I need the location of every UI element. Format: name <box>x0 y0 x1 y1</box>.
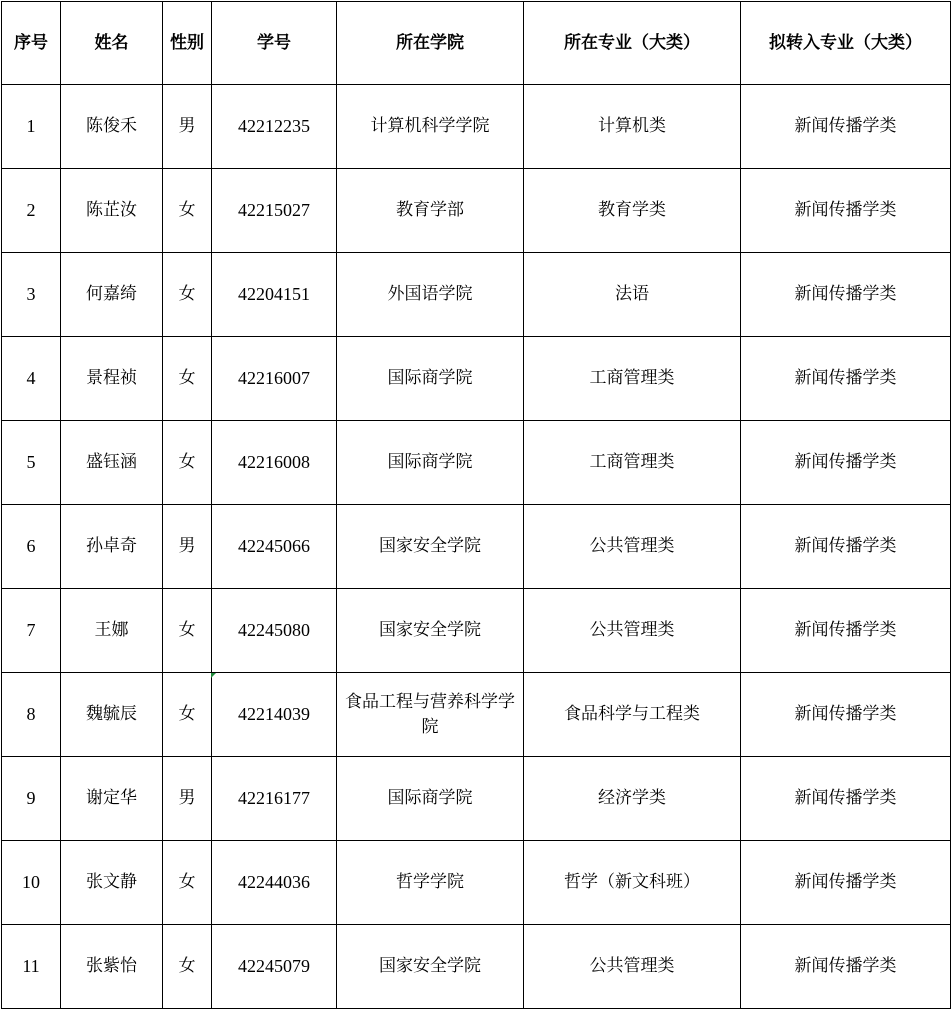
table-row <box>2 169 951 253</box>
cell-target-major: 新闻传播学类 <box>741 169 951 253</box>
header-index: 序号 <box>2 2 61 85</box>
cell-index: 4 <box>2 337 61 421</box>
transfer-student-table <box>1 1 951 1009</box>
cell-major: 法语 <box>524 253 741 337</box>
cell-major: 食品科学与工程类 <box>524 673 741 757</box>
cell-name: 魏毓辰 <box>61 673 163 757</box>
cell-student-id: 42214039 <box>212 673 337 757</box>
cell-target-major: 新闻传播学类 <box>741 85 951 169</box>
cell-gender: 男 <box>163 85 212 169</box>
cell-index: 1 <box>2 85 61 169</box>
cell-major: 教育学类 <box>524 169 741 253</box>
table-row <box>2 505 951 589</box>
table-row <box>2 841 951 925</box>
cell-gender: 女 <box>163 253 212 337</box>
cell-index: 5 <box>2 421 61 505</box>
cell-name: 张紫怡 <box>61 925 163 1009</box>
cell-gender: 女 <box>163 925 212 1009</box>
cell-major: 计算机类 <box>524 85 741 169</box>
cell-name: 谢定华 <box>61 757 163 841</box>
cell-student-id: 42215027 <box>212 169 337 253</box>
cell-college: 国际商学院 <box>337 421 524 505</box>
cell-major: 工商管理类 <box>524 337 741 421</box>
cell-college: 食品工程与营养科学学院 <box>337 673 524 757</box>
cell-index: 2 <box>2 169 61 253</box>
cell-index: 10 <box>2 841 61 925</box>
cell-student-id: 42216008 <box>212 421 337 505</box>
cell-major: 经济学类 <box>524 757 741 841</box>
cell-major: 公共管理类 <box>524 505 741 589</box>
cell-name: 盛钰涵 <box>61 421 163 505</box>
cell-target-major: 新闻传播学类 <box>741 421 951 505</box>
cell-student-id: 42245080 <box>212 589 337 673</box>
table-row <box>2 253 951 337</box>
cell-name: 张文静 <box>61 841 163 925</box>
cell-index: 11 <box>2 925 61 1009</box>
cell-college: 教育学部 <box>337 169 524 253</box>
header-major: 所在专业（大类） <box>524 2 741 85</box>
cell-index: 6 <box>2 505 61 589</box>
cell-target-major: 新闻传播学类 <box>741 589 951 673</box>
header-student-id: 学号 <box>212 2 337 85</box>
cell-name: 王娜 <box>61 589 163 673</box>
cell-name: 何嘉绮 <box>61 253 163 337</box>
cell-college: 国际商学院 <box>337 757 524 841</box>
table-row <box>2 673 951 757</box>
header-row <box>2 2 951 85</box>
cell-target-major: 新闻传播学类 <box>741 925 951 1009</box>
cell-college: 国家安全学院 <box>337 925 524 1009</box>
cell-target-major: 新闻传播学类 <box>741 505 951 589</box>
cell-index: 7 <box>2 589 61 673</box>
header-gender: 性别 <box>163 2 212 85</box>
cell-gender: 女 <box>163 589 212 673</box>
cell-major: 工商管理类 <box>524 421 741 505</box>
cell-name: 陈俊禾 <box>61 85 163 169</box>
cell-major: 公共管理类 <box>524 589 741 673</box>
cell-name: 孙卓奇 <box>61 505 163 589</box>
cell-college: 国家安全学院 <box>337 589 524 673</box>
cell-index: 3 <box>2 253 61 337</box>
cell-college: 国际商学院 <box>337 337 524 421</box>
cell-index: 8 <box>2 673 61 757</box>
header-name: 姓名 <box>61 2 163 85</box>
table-row <box>2 337 951 421</box>
table-row <box>2 421 951 505</box>
cell-comment-marker <box>211 673 216 678</box>
table-row <box>2 757 951 841</box>
table-row <box>2 589 951 673</box>
cell-target-major: 新闻传播学类 <box>741 673 951 757</box>
cell-gender: 女 <box>163 421 212 505</box>
cell-gender: 女 <box>163 841 212 925</box>
cell-target-major: 新闻传播学类 <box>741 757 951 841</box>
cell-gender: 女 <box>163 169 212 253</box>
cell-gender: 男 <box>163 505 212 589</box>
cell-gender: 女 <box>163 673 212 757</box>
header-college: 所在学院 <box>337 2 524 85</box>
cell-gender: 男 <box>163 757 212 841</box>
cell-college: 外国语学院 <box>337 253 524 337</box>
cell-major: 公共管理类 <box>524 925 741 1009</box>
cell-name: 陈芷汝 <box>61 169 163 253</box>
cell-target-major: 新闻传播学类 <box>741 841 951 925</box>
cell-index: 9 <box>2 757 61 841</box>
cell-target-major: 新闻传播学类 <box>741 253 951 337</box>
cell-college: 哲学学院 <box>337 841 524 925</box>
cell-major: 哲学（新文科班） <box>524 841 741 925</box>
cell-name: 景程祯 <box>61 337 163 421</box>
cell-student-id: 42245066 <box>212 505 337 589</box>
cell-student-id: 42216177 <box>212 757 337 841</box>
cell-student-id: 42204151 <box>212 253 337 337</box>
cell-student-id: 42216007 <box>212 337 337 421</box>
cell-gender: 女 <box>163 337 212 421</box>
table-row <box>2 85 951 169</box>
table-row <box>2 925 951 1009</box>
cell-student-id: 42244036 <box>212 841 337 925</box>
header-target-major: 拟转入专业（大类） <box>741 2 951 85</box>
cell-student-id: 42212235 <box>212 85 337 169</box>
cell-college: 国家安全学院 <box>337 505 524 589</box>
cell-target-major: 新闻传播学类 <box>741 337 951 421</box>
cell-student-id: 42245079 <box>212 925 337 1009</box>
cell-college: 计算机科学学院 <box>337 85 524 169</box>
